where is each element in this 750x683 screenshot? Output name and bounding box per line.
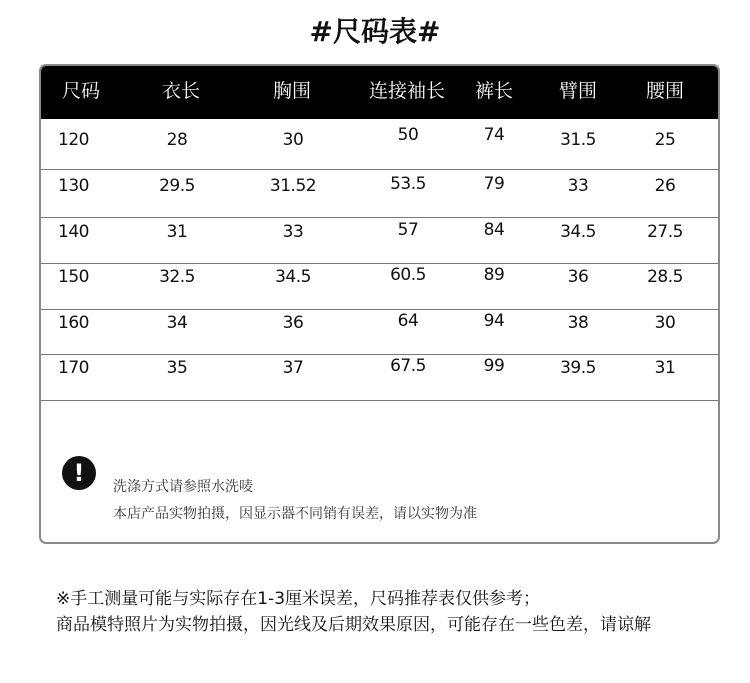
cell-length: 31 [166, 222, 188, 242]
cell-waist: 28.5 [647, 267, 683, 287]
exclamation-icon: ! [62, 456, 96, 490]
cell-chest: 31.52 [269, 176, 317, 196]
table-row [41, 348, 718, 394]
table-row [41, 257, 718, 303]
cell-pants-length: 79 [483, 174, 505, 194]
header-arm: 臂围 [558, 80, 597, 102]
cell-waist: 31 [654, 358, 676, 378]
cell-length: 34 [166, 313, 188, 333]
cell-length: 28 [166, 130, 188, 150]
cell-sleeve: 53.5 [390, 174, 426, 194]
cell-waist: 25 [654, 130, 676, 150]
cell-pants-length: 74 [483, 125, 505, 145]
cell-pants-length: 89 [483, 265, 505, 285]
cell-pants-length: 84 [483, 220, 505, 240]
cell-sleeve: 57 [397, 220, 419, 240]
cell-size: 150 [58, 267, 89, 287]
notice-color-text: 本店产品实物拍摄，因显示器不同销有误差，请以实物为准 [113, 506, 477, 522]
cell-size: 130 [58, 176, 89, 196]
notice-wash-text: 洗涤方式请参照水洗唛 [113, 479, 253, 495]
cell-arm: 36 [567, 267, 589, 287]
table-header [41, 66, 718, 119]
cell-sleeve: 64 [397, 311, 419, 331]
cell-length: 32.5 [159, 267, 195, 287]
table-row [41, 303, 718, 349]
cell-sleeve: 50 [397, 125, 419, 145]
header-waist: 腰围 [645, 80, 684, 102]
page-title: #尺码表# [309, 15, 441, 48]
footnote-photo: 商品模特照片为实物拍摄，因光线及后期效果原因，可能存在一些色差，请谅解 [56, 615, 651, 635]
cell-arm: 34.5 [560, 222, 596, 242]
cell-size: 120 [58, 130, 89, 150]
header-size: 尺码 [61, 80, 100, 102]
cell-sleeve: 60.5 [390, 265, 426, 285]
cell-pants-length: 99 [483, 356, 505, 376]
cell-chest: 36 [282, 313, 304, 333]
header-pants-length: 裤长 [474, 80, 513, 102]
cell-waist: 30 [654, 313, 676, 333]
cell-arm: 33 [567, 176, 589, 196]
header-sleeve: 连接袖长 [368, 80, 445, 102]
header-chest: 胸围 [272, 80, 311, 102]
cell-waist: 27.5 [647, 222, 683, 242]
cell-waist: 26 [654, 176, 676, 196]
cell-size: 170 [58, 358, 89, 378]
cell-chest: 34.5 [275, 267, 311, 287]
cell-arm: 39.5 [560, 358, 596, 378]
cell-chest: 37 [282, 358, 304, 378]
cell-length: 35 [166, 358, 188, 378]
cell-pants-length: 94 [483, 311, 505, 331]
row-divider [41, 400, 720, 401]
size-chart-card [39, 64, 720, 544]
cell-chest: 33 [282, 222, 304, 242]
cell-arm: 38 [567, 313, 589, 333]
header-length: 衣长 [161, 80, 200, 102]
cell-size: 160 [58, 313, 89, 333]
cell-arm: 31.5 [560, 130, 596, 150]
cell-length: 29.5 [159, 176, 195, 196]
table-row [41, 120, 718, 166]
cell-size: 140 [58, 222, 89, 242]
cell-chest: 30 [282, 130, 304, 150]
table-row [41, 166, 718, 212]
cell-sleeve: 67.5 [390, 356, 426, 376]
footnote-measurement: ※手工测量可能与实际存在1-3厘米误差，尺码推荐表仅供参考； [56, 589, 541, 609]
table-row [41, 212, 718, 258]
